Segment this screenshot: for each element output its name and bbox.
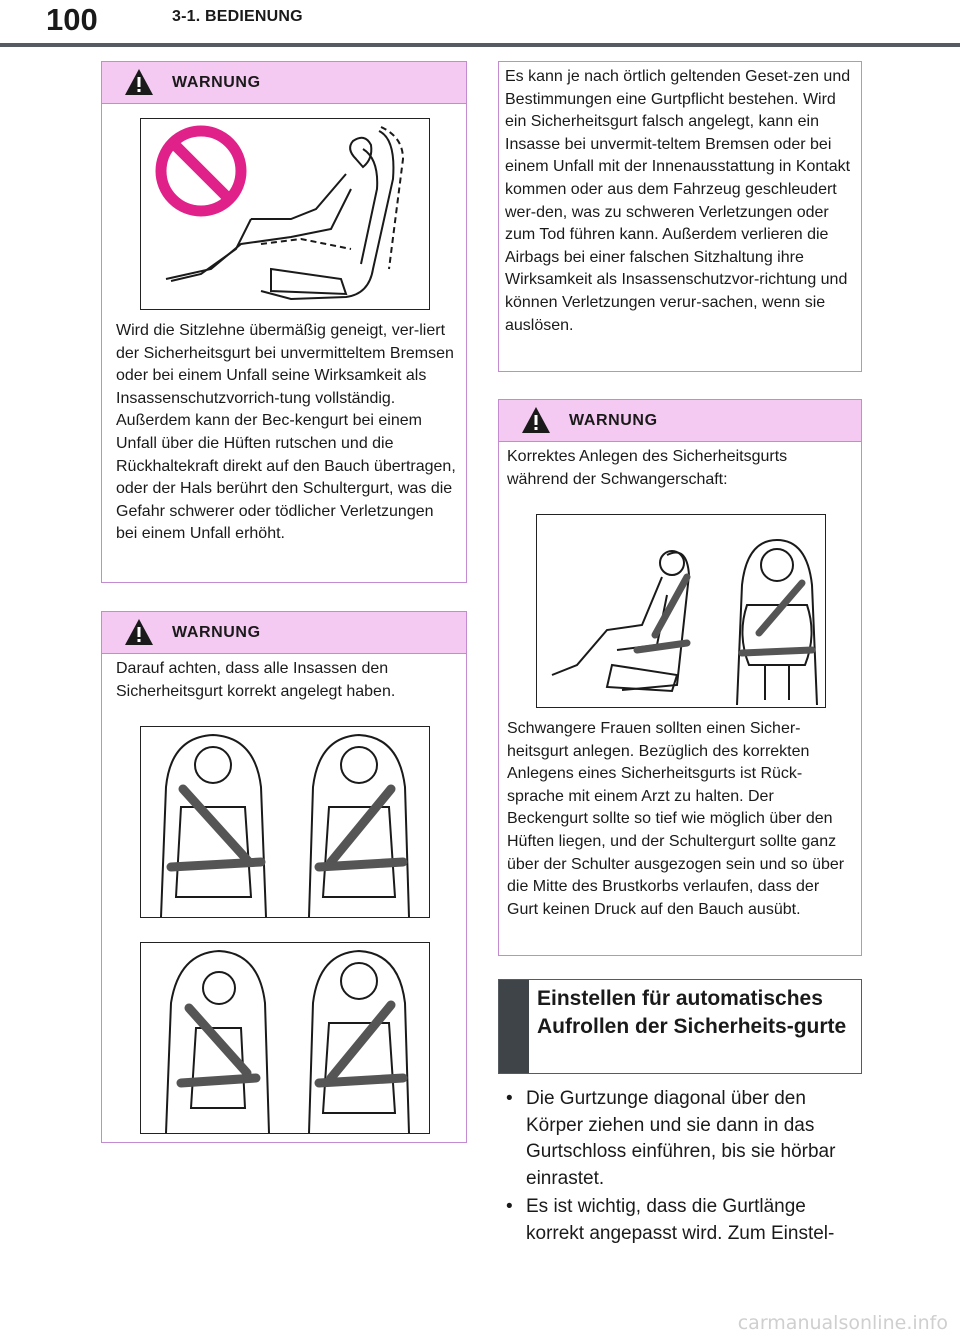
section-heading: Einstellen für automatisches Aufrollen der Sicherheits-gurte: [537, 987, 847, 1038]
instruction-list: [506, 1086, 866, 1249]
warning-box-all-occupants: [101, 611, 467, 1143]
bullet-marker: •: [506, 1196, 513, 1217]
watermark: carmanualsonline.info: [737, 1312, 948, 1334]
warning-icon: [124, 618, 154, 646]
warning-header: [499, 400, 861, 442]
page-header: [0, 0, 960, 48]
warning-header: [102, 612, 466, 654]
heading-accent-bar: [499, 980, 529, 1073]
note-text: Es kann je nach örtlich geltenden Geset-zen und Bestimmungen eine Gurtpflicht bestehen. Wird ein Sicherheitsgurt falsch angelegt, kann ein Insasse bei unvermit-teltem Bremsen oder bei einem Unfall mit der Innenausstattung in Kontakt kommen oder aus dem Fahrzeug geschleudert wer-den, was zu schweren Verletzungen oder zum Tod führen kann. Außerdem verlieren die Airbags bei einer falschen Sitzhaltung ihre Wirksamkeit als Insassenschutzvor-richtung und können Verletzungen verur-sachen, wenn sie auslösen.: [505, 68, 851, 334]
list-item-text: Die Gurtzunge diagonal über den Körper ziehen und sie dann in das Gurtschloss einführen, bis sie hörbar einrastet.: [526, 1088, 836, 1189]
warning-title: WARNUNG: [172, 624, 261, 641]
section-title: 3-1. BEDIENUNG: [172, 8, 303, 25]
warning-box-reclined-seat: [101, 61, 467, 583]
section-heading-box: [498, 979, 862, 1074]
bullet-marker: •: [506, 1088, 513, 1109]
warning-title: WARNUNG: [569, 412, 658, 429]
note-box-seatbelt-law: [498, 61, 862, 372]
adults-seatbelt-illustration: [140, 726, 430, 918]
page-number: 100: [46, 2, 98, 37]
warning-box-pregnancy: [498, 399, 862, 956]
prohibition-icon: [161, 131, 241, 211]
adults-seatbelt-drawing: [141, 727, 429, 917]
warning-header: [102, 62, 466, 104]
pregnancy-seatbelt-drawing: [537, 515, 825, 707]
warning-text: Darauf achten, dass alle Insassen den Sicherheitsgurt korrekt angelegt haben.: [116, 660, 396, 700]
warning-title: WARNUNG: [172, 74, 261, 91]
list-item: [506, 1194, 866, 1247]
list-item: [506, 1086, 866, 1192]
reclined-seat-illustration: [140, 118, 430, 310]
warning-icon: [124, 68, 154, 96]
warning-text: Wird die Sitzlehne übermäßig geneigt, ver-liert der Sicherheitsgurt bei unvermitteltem Bremsen oder bei einem Unfall seine Wirksamkeit als Insassenschutzvorrich-tung vollständig. Außerdem kann der Bec-kengurt bei einem Unfall über die Hüften rutschen und die Rückhaltekraft direkt auf den Bauch übertragen, oder der Hals berührt den Schultergurt, was die Gefahr schwerer oder tödlicher Verletzungen bei einem Unfall erhöht.: [116, 322, 456, 543]
warning-text: Schwangere Frauen sollten einen Sicher-heitsgurt anlegen. Bezüglich des korrekten Anlegens eines Sicherheitsgurts ist Rück-sprache mit einem Arzt zu halten. Der Beckengurt sollte so tief wie möglich über den Hüften liegen, und der Schultergurt sollte ganz über der Schulter ausgezogen sein und so über die Mitte des Brustkorbs verlaufen, dass der Gurt keinen Druck auf den Bauch ausübt.: [507, 720, 845, 918]
reclined-seat-drawing: [141, 119, 429, 309]
child-and-adult-seatbelt-illustration: [140, 942, 430, 1134]
list-item-text: Es ist wichtig, dass die Gurtlänge korrekt angepasst wird. Zum Einstel-: [526, 1196, 835, 1244]
warning-intro-text: Korrektes Anlegen des Sicherheitsgurts während der Schwangerschaft:: [507, 448, 788, 488]
child-seatbelt-drawing: [141, 943, 429, 1133]
header-rule: [0, 43, 960, 47]
warning-icon: [521, 406, 551, 434]
pregnancy-seatbelt-illustration: [536, 514, 826, 708]
